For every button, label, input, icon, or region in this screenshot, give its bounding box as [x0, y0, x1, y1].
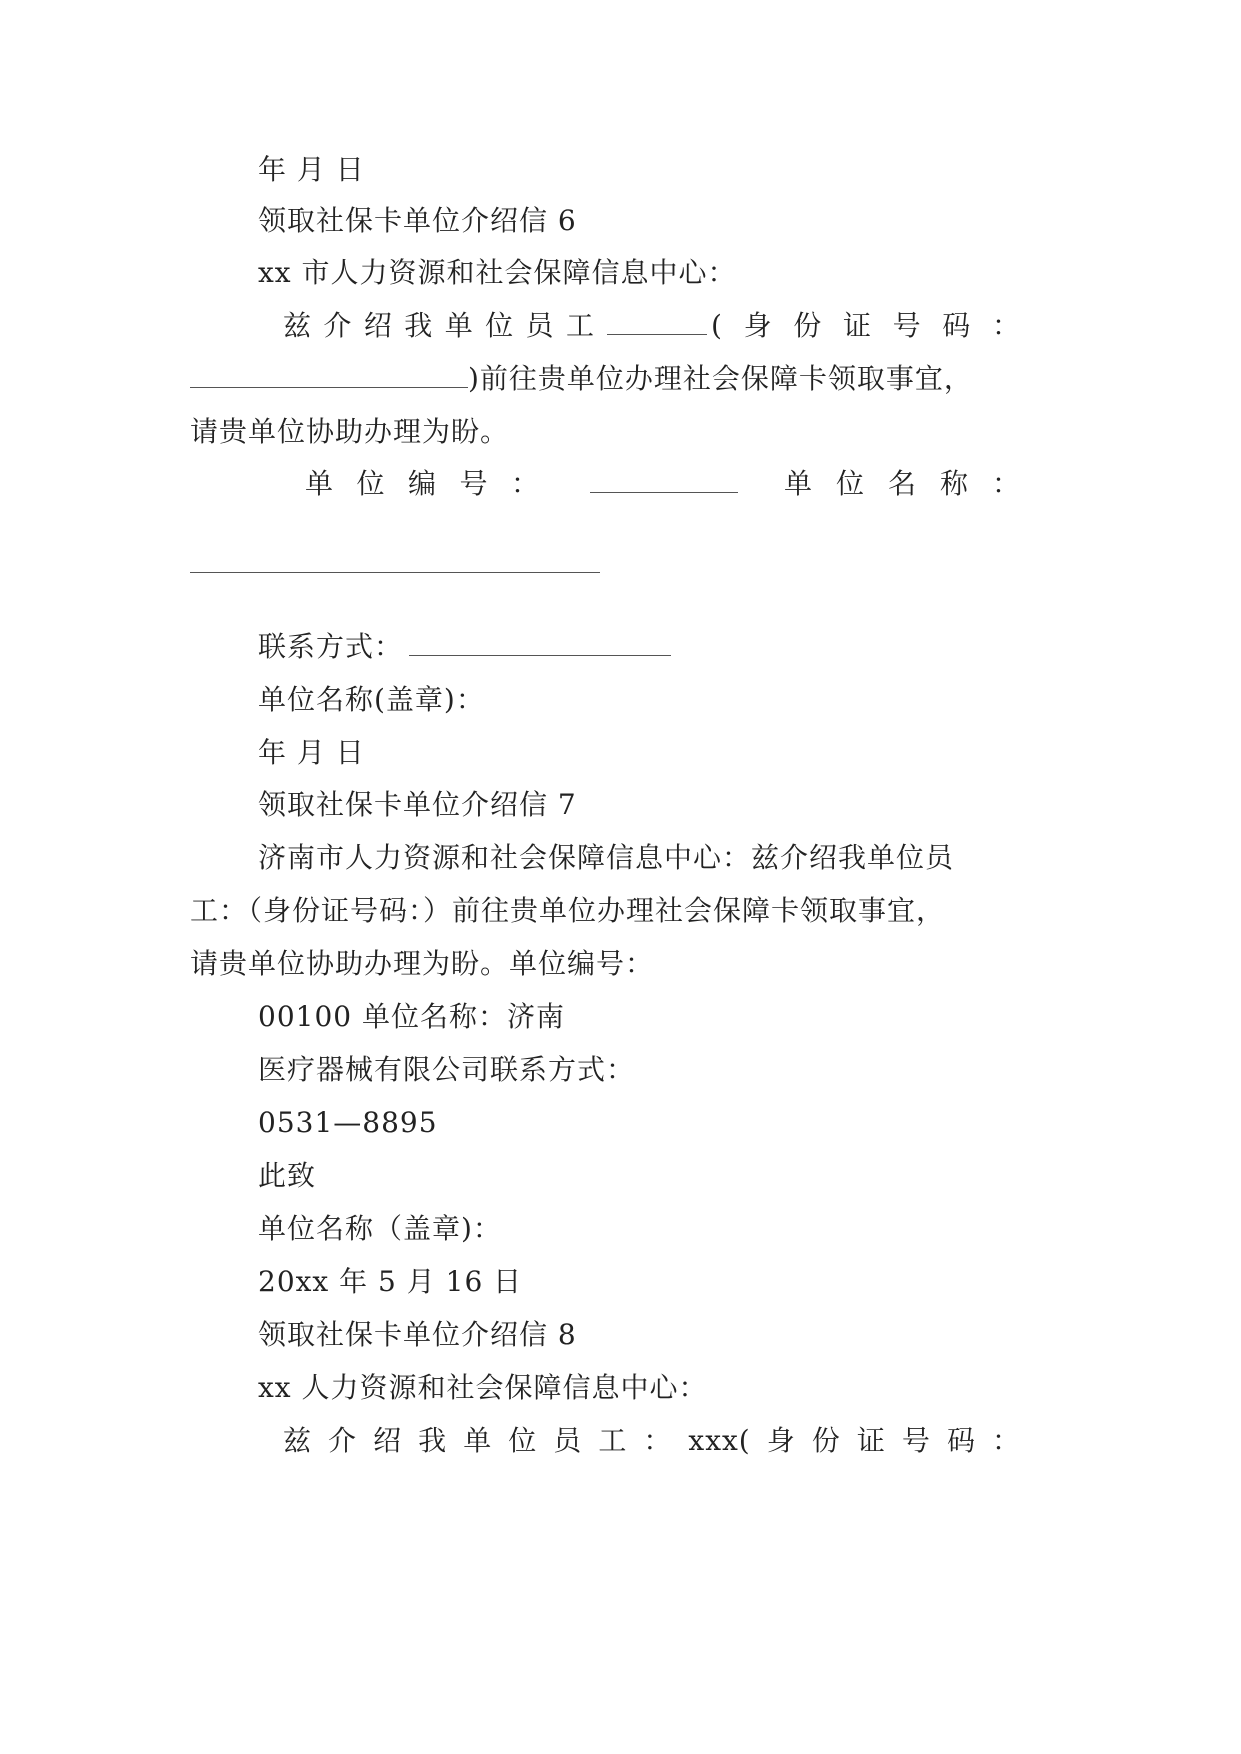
letter-heading-7: 领取社保卡单位介绍信 7 [258, 788, 577, 821]
body-line: 医疗器械有限公司联系方式： [258, 1053, 636, 1086]
date-line: 年 月 日 [258, 153, 365, 186]
unit-name-blank [190, 572, 600, 573]
id-number-blank [190, 359, 468, 388]
intro-line-2: )前往贵单位办理社会保障卡领取事宜， [190, 359, 973, 399]
stamp-line: 单位名称（盖章)： [258, 1212, 502, 1245]
intro-line-3: 请贵单位协助办理为盼。 [190, 415, 510, 448]
body-line: 请贵单位协助办理为盼。单位编号： [190, 947, 655, 980]
body-line: 00100 单位名称：济南 [258, 1000, 565, 1033]
unit-info-line: 单 位 编 号 ： 单 位 名 称 ： [305, 464, 1021, 504]
body-line: 济南市人力资源和社会保障信息中心：兹介绍我单位员 [258, 841, 955, 874]
contact-blank [409, 627, 671, 656]
letter-heading-6: 领取社保卡单位介绍信 6 [258, 204, 577, 237]
date-line-2: 年 月 日 [258, 736, 365, 769]
phone-line: 0531—8895 [258, 1106, 438, 1139]
unit-number-blank [590, 464, 738, 493]
stamp-line: 单位名称(盖章)： [258, 683, 485, 716]
closing-line: 此致 [258, 1159, 317, 1192]
letter-heading-8: 领取社保卡单位介绍信 8 [258, 1318, 577, 1351]
intro-line: 兹 介 绍 我 单 位 员 工 ( 身 份 证 号 码 ： [283, 306, 1021, 346]
recipient-line: xx 市人力资源和社会保障信息中心： [258, 256, 737, 289]
recipient-line: xx 人力资源和社会保障信息中心： [258, 1371, 708, 1404]
body-line: 工：（身份证号码：）前往贵单位办理社会保障卡领取事宜， [190, 894, 946, 927]
contact-line: 联系方式： [258, 627, 671, 667]
intro-line-8: 兹 介 绍 我 单 位 员 工 ： xxx( 身 份 证 号 码 ： [283, 1424, 1021, 1457]
date-line-3: 20xx 年 5 月 16 日 [258, 1265, 523, 1298]
employee-name-blank [607, 306, 707, 335]
